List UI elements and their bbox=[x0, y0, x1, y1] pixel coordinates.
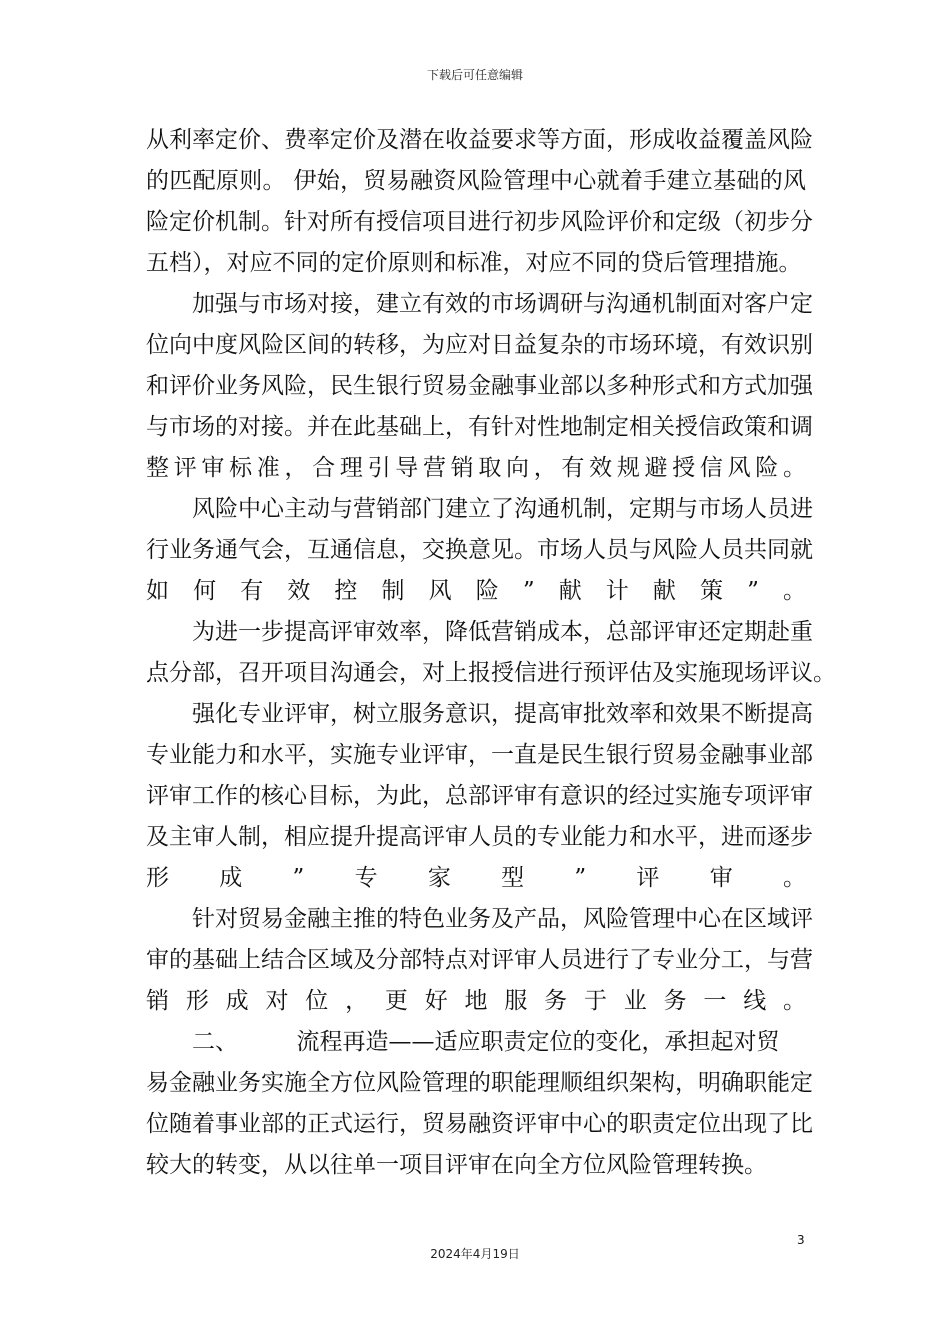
page-number: 3 bbox=[797, 1233, 805, 1247]
text-line: 较大的转变，从以往单一项目评审在向全方位风险管理转换。 bbox=[146, 1152, 767, 1178]
text-line: 位向中度风险区间的转移，为应对日益复杂的市场环境，有效识别 bbox=[146, 332, 813, 358]
text-line: 行业务通气会，互通信息，交换意见。市场人员与风险人员共同就 bbox=[146, 537, 813, 563]
text-line: 整评审标准，合理引导营销取向，有效规避授信风险。 bbox=[146, 455, 806, 481]
text-line: 位随着事业部的正式运行，贸易融资评审中心的职责定位出现了比 bbox=[146, 1111, 813, 1137]
text-line: 与市场的对接。并在此基础上，有针对性地制定相关授信政策和调 bbox=[146, 414, 813, 440]
text-line: 专业能力和水平，实施专业评审，一直是民生银行贸易金融事业部 bbox=[146, 742, 813, 768]
text-line: 五档），对应不同的定价原则和标准，对应不同的贷后管理措施。 bbox=[146, 250, 802, 276]
text-line: 评审工作的核心目标，为此，总部评审有意识的经过实施专项评审 bbox=[146, 783, 813, 809]
page-header: 下载后可任意编辑 bbox=[426, 68, 523, 82]
text-line: 及主审人制，相应提升提高评审人员的专业能力和水平，进而逐步 bbox=[146, 824, 813, 850]
text-line: 销形成对位，更好地服务于业务一线。 bbox=[146, 988, 806, 1014]
text-line: 的匹配原则。 伊始，贸易融资风险管理中心就着手建立基础的风 bbox=[146, 168, 806, 194]
text-line: 从利率定价、费率定价及潜在收益要求等方面，形成收益覆盖风险 bbox=[146, 127, 813, 153]
text-line: 为进一步提高评审效率，降低营销成本，总部评审还定期赴重 bbox=[192, 619, 813, 645]
text-line: 点分部，召开项目沟通会，对上报授信进行预评估及实施现场评议。 bbox=[146, 660, 836, 686]
text-line: 二、 流程再造——适应职责定位的变化，承担起对贸 bbox=[192, 1029, 780, 1055]
text-line: 形成”专家型”评审。 bbox=[146, 865, 806, 891]
text-line: 如何有效控制风险”献计献策”。 bbox=[146, 578, 806, 604]
text-line: 加强与市场对接，建立有效的市场调研与沟通机制面对客户定 bbox=[192, 291, 813, 317]
footer-date: 2024年4月19日 bbox=[430, 1247, 520, 1261]
text-line: 易金融业务实施全方位风险管理的职能理顺组织架构，明确职能定 bbox=[146, 1070, 813, 1096]
text-line: 险定价机制。针对所有授信项目进行初步风险评价和定级（初步分 bbox=[146, 209, 813, 235]
text-line: 审的基础上结合区域及分部特点对评审人员进行了专业分工，与营 bbox=[146, 947, 813, 973]
text-line: 和评价业务风险，民生银行贸易金融事业部以多种形式和方式加强 bbox=[146, 373, 813, 399]
text-line: 强化专业评审，树立服务意识，提高审批效率和效果不断提高 bbox=[192, 701, 813, 727]
text-line: 针对贸易金融主推的特色业务及产品，风险管理中心在区域评 bbox=[192, 906, 813, 932]
document-body bbox=[146, 120, 836, 1186]
text-line: 风险中心主动与营销部门建立了沟通机制，定期与市场人员进 bbox=[192, 496, 813, 522]
